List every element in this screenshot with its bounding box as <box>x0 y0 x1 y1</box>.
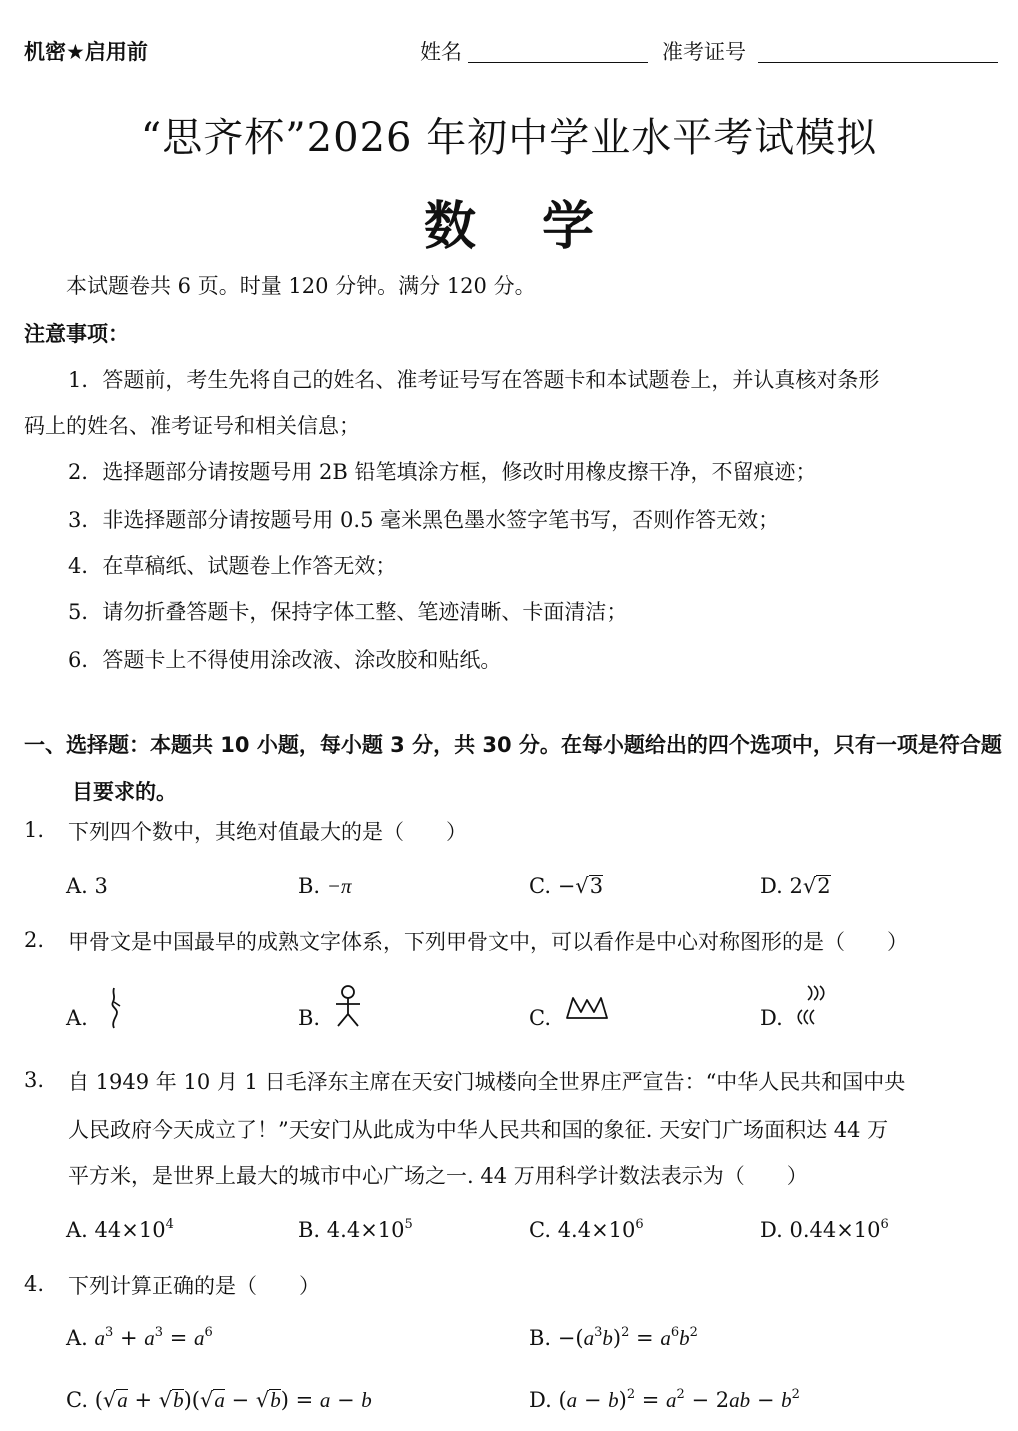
notice-item: 5．请勿折叠答题卡，保持字体工整、笔迹清晰、卡面清洁； <box>68 600 628 624</box>
oracle-glyph-b-icon <box>332 984 364 1030</box>
option-label: A. <box>66 874 88 898</box>
option-d[interactable] <box>760 1006 783 1030</box>
notice-item: 6．答题卡上不得使用涂改液、涂改胶和贴纸。 <box>68 648 502 672</box>
notice-item: 3．非选择题部分请按题号用 0.5 毫米黑色墨水签字笔书写，否则作答无效； <box>68 508 780 532</box>
option-formula: (√a + √b)(√a − √b) = a − b <box>94 1388 372 1412</box>
oracle-glyph-a-icon <box>104 986 126 1030</box>
question-number: 1. <box>24 818 45 842</box>
option-a[interactable] <box>66 1006 88 1030</box>
subject-title: 数学 <box>423 197 660 257</box>
option-coef: 2 <box>789 874 803 898</box>
question-stem: 下列四个数中，其绝对值最大的是（ ） <box>68 820 467 844</box>
option-label: A. <box>66 1326 88 1350</box>
option-value: 3 <box>94 874 108 898</box>
exam-info: 本试题卷共 6 页。时量 120 分钟。满分 120 分。 <box>66 274 536 298</box>
option-label: A. <box>66 1218 88 1242</box>
option-d[interactable] <box>529 1388 800 1413</box>
option-b[interactable] <box>298 874 352 899</box>
option-exponent: 5 <box>404 1217 413 1232</box>
exam-title: “思齐杯”2026 年初中学业水平考试模拟 <box>140 115 878 161</box>
name-label: 姓名 <box>420 40 462 64</box>
option-mantissa: 4.4×10 <box>557 1218 636 1242</box>
notice-item: 4．在草稿纸、试题卷上作答无效； <box>68 554 397 578</box>
exam-id-blank[interactable] <box>758 62 998 63</box>
option-label: C. <box>66 1388 88 1412</box>
option-d[interactable]: D. 2√2 <box>760 874 831 898</box>
oracle-glyph-d-icon <box>794 984 828 1028</box>
question-number: 4. <box>24 1272 45 1296</box>
option-label: D. <box>760 1218 783 1242</box>
option-b[interactable] <box>529 1326 698 1351</box>
option-label: D. <box>760 874 783 898</box>
option-formula: $a^3 + a^3 = a^6$ <box>94 1325 213 1350</box>
option-mantissa: 44×10 <box>94 1218 166 1242</box>
exam-id-label: 准考证号 <box>662 40 746 64</box>
option-formula: $-(a^3b)^2 = a^6b^2$ <box>557 1325 698 1350</box>
option-c[interactable] <box>66 1388 372 1413</box>
option-exponent: 4 <box>165 1217 174 1232</box>
option-mantissa: 0.44×10 <box>789 1218 881 1242</box>
confidential-label: 机密★启用前 <box>24 40 148 64</box>
notice-item: 1．答题前，考生先将自己的姓名、准考证号写在答题卡和本试题卷上，并认真核对条形 <box>68 368 880 392</box>
question-stem: 下列计算正确的是（ ） <box>68 1274 320 1298</box>
question-line: 自 1949 年 10 月 1 日毛泽东主席在天安门城楼向全世界庄严宣告：“中华人民共和国中央 <box>68 1070 906 1094</box>
notice-item: 码上的姓名、准考证号和相关信息； <box>24 414 360 438</box>
option-mantissa: 4.4×10 <box>326 1218 405 1242</box>
option-radicand: 2 <box>817 874 831 898</box>
option-label: B. <box>298 1218 321 1242</box>
option-exponent: 6 <box>635 1217 644 1232</box>
option-value: −π <box>326 874 352 898</box>
option-a[interactable] <box>66 1326 213 1351</box>
notice-heading: 注意事项： <box>24 322 129 346</box>
option-formula: $(a - b)^2 = a^2 - 2ab - b^2$ <box>558 1387 800 1412</box>
option-label: C. <box>529 1006 551 1030</box>
question-stem: 甲骨文是中国最早的成熟文字体系，下列甲骨文中，可以看作是中心对称图形的是（ ） <box>68 930 908 954</box>
question-line: 人民政府今天成立了！”天安门从此成为中华人民共和国的象征. 天安门广场面积达 44 万 <box>68 1118 889 1142</box>
option-sign: − <box>557 874 576 898</box>
notice-item: 2．选择题部分请按题号用 2B 铅笔填涂方框，修改时用橡皮擦干净，不留痕迹； <box>68 460 817 484</box>
option-b[interactable] <box>298 1006 320 1030</box>
option-label: D. <box>760 1006 783 1030</box>
option-d[interactable] <box>760 1218 889 1242</box>
option-c[interactable] <box>529 1006 551 1030</box>
option-label: B. <box>298 1006 321 1030</box>
section-heading: 一、选择题：本题共 10 小题，每小题 3 分，共 30 分。在每小题给出的四个选项中，只有一项是符合题目要求的。 <box>24 733 1002 804</box>
option-label: A. <box>66 1006 88 1030</box>
oracle-glyph-c-icon <box>564 994 610 1022</box>
question-number: 3. <box>24 1068 45 1092</box>
option-c[interactable]: C. −√3 <box>529 874 604 898</box>
option-label: B. <box>529 1326 552 1350</box>
option-b[interactable] <box>298 1218 413 1242</box>
name-blank[interactable] <box>468 62 648 63</box>
option-exponent: 6 <box>880 1217 889 1232</box>
option-label: B. <box>298 874 321 898</box>
option-label: D. <box>529 1388 552 1412</box>
option-label: C. <box>529 1218 551 1242</box>
question-line: 平方米，是世界上最大的城市中心广场之一. 44 万用科学计数法表示为（ ） <box>68 1164 808 1188</box>
option-a[interactable] <box>66 874 108 898</box>
option-a[interactable] <box>66 1218 174 1242</box>
option-radicand: 3 <box>589 874 604 898</box>
question-number: 2. <box>24 928 45 952</box>
option-c[interactable] <box>529 1218 644 1242</box>
option-label: C. <box>529 874 551 898</box>
